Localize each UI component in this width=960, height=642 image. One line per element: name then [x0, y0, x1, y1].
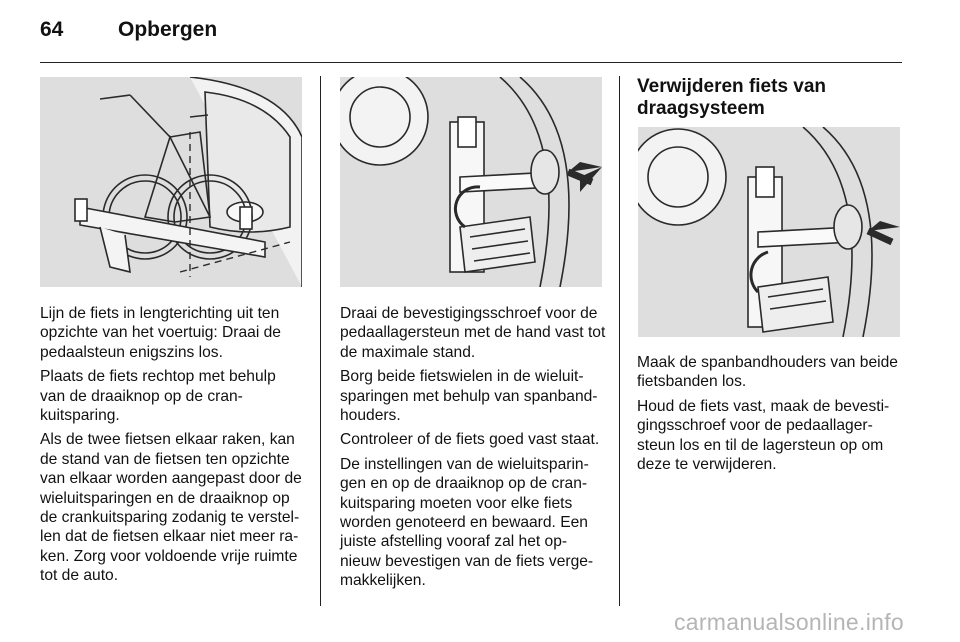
bike-carrier-drawing	[40, 77, 302, 287]
paragraph: Controleer of de fiets goed vast staat.	[340, 431, 600, 449]
remove-pedal-support-drawing	[638, 127, 900, 337]
paragraph: Maak de spanbandhouders van beide fietsbanden los.	[637, 354, 898, 391]
page-header	[40, 18, 217, 42]
paragraph: Plaats de fiets rechtop met behulp van de draaiknop op de cran-kuitsparing.	[40, 368, 276, 425]
bike-carrier-illustration	[40, 77, 302, 287]
pedal-support-drawing	[340, 77, 602, 287]
column-2-text	[340, 304, 606, 596]
section-title: Verwijderen fiets van draagsysteem	[637, 76, 827, 119]
paragraph: Houd de fiets vast, maak de bevesti-gingsschroef voor de pedaallager-steun los en til de lagersteun op om deze te verwijderen.	[637, 397, 890, 474]
watermark: carmanualsonline.info	[673, 609, 904, 635]
column-1-text	[40, 304, 304, 591]
page-title: Opbergen	[118, 18, 218, 41]
column-divider-1	[320, 76, 321, 606]
pedal-support-illustration	[340, 77, 602, 287]
column-divider-2	[619, 76, 620, 606]
remove-pedal-support-illustration	[638, 127, 900, 337]
column-3-text	[637, 353, 903, 479]
page-number: 64	[40, 18, 64, 41]
paragraph: De instellingen van de wieluitsparin-gen en op de draaiknop op de cran-kuitsparing moeten voor elke fiets worden genoteerd en bewaard. Een juiste afstelling vooraf zal het op-nieuw bevestigen van de fiets verge-makkelijken.	[340, 455, 594, 590]
paragraph: Draai de bevestigingsschroef voor de pedaallagersteun met de hand vast tot de maximale stand.	[340, 305, 606, 361]
paragraph: Lijn de fiets in lengterichting uit ten opzichte van het voertuig: Draai de pedaalsteun enigszins los.	[40, 305, 281, 361]
paragraph: Borg beide fietswielen in de wieluit-sparingen met behulp van spanband-houders.	[340, 368, 598, 425]
header-rule	[40, 62, 902, 63]
paragraph: Als de twee fietsen elkaar raken, kan de stand van de fietsen ten opzichte van elkaar worden aangepast door de wieluitsparingen en de draaiknop op de crankuitsparing zodanig te verstel-len dat de fietsen elkaar niet meer ra-ken. Zorg voor voldoende vrije ruimte tot de auto.	[40, 431, 302, 585]
